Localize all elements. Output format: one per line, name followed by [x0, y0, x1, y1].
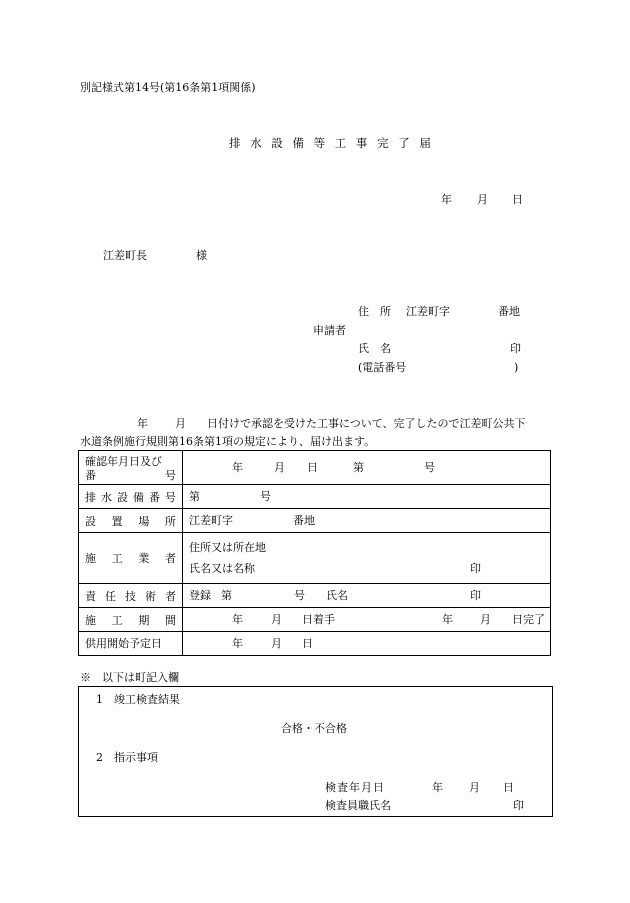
confirm-dai: 第 [353, 461, 364, 474]
date-year: 年 [441, 193, 452, 206]
document-title: 排 水 設 備 等 工 事 完 了 届 [229, 136, 434, 150]
label-char: 施 [85, 613, 96, 627]
label-char: 番 [149, 490, 160, 504]
facility-go: 号 [260, 490, 271, 503]
row-facility-number [79, 485, 551, 509]
label-facility-number [79, 485, 183, 509]
period-start-label: 日着手 [302, 613, 335, 626]
applicant-phone-open: (電話番号 [358, 361, 407, 374]
office-note: ※ 以下は町記入欄 [80, 671, 179, 684]
period-end-year: 年 [442, 613, 453, 626]
row-construction-period [79, 608, 551, 632]
label-char: 業 [138, 552, 150, 565]
applicant-address-label: 住 所 [358, 305, 391, 318]
date-day: 日 [512, 193, 523, 206]
contractor-seal: 印 [470, 562, 481, 575]
engineer-go: 号 [294, 589, 305, 602]
addressee-name: 江差町長 [103, 249, 147, 262]
location-prefix: 江差町字 [189, 514, 233, 527]
applicant-address-value: 江差町字 [406, 305, 450, 318]
body-line2: 水道条例施行規則第16条第1項の規定により、届け出ます。 [80, 435, 376, 448]
label-char: 号 [165, 490, 176, 504]
office-use-box [78, 686, 553, 817]
label-char: 排 [85, 490, 96, 504]
applicant-phone-close: ) [514, 361, 519, 374]
applicant-label: 申請者 [313, 324, 346, 337]
service-year: 年 [232, 637, 243, 650]
label-char: 間 [164, 613, 176, 627]
label-confirmation [79, 451, 183, 485]
label-confirmation-line2b: 号 [165, 469, 176, 482]
value-contractor[interactable] [183, 533, 551, 584]
value-facility-number[interactable] [183, 485, 551, 509]
label-confirmation-line1: 確認年月日及び [85, 455, 162, 468]
period-end-label: 日完了 [512, 613, 545, 626]
label-chief-engineer [79, 584, 183, 608]
row-service-start [79, 632, 551, 656]
label-service-start [79, 632, 183, 656]
label-char: 者 [165, 589, 176, 603]
label-char: 所 [164, 514, 176, 528]
contractor-address: 住所又は所在地 [189, 541, 266, 554]
value-confirmation[interactable] [183, 451, 551, 485]
inspection-day: 日 [503, 781, 514, 794]
service-day: 日 [302, 637, 313, 650]
label-install-location [79, 509, 183, 533]
confirm-go: 号 [424, 461, 435, 474]
completion-table [78, 450, 551, 656]
confirm-year: 年 [232, 461, 243, 474]
label-char: 水 [101, 490, 112, 504]
label-char: 設 [85, 514, 96, 528]
inspector-label: 検査員職氏名 [325, 799, 391, 812]
inspection-result-heading: 1 竣工検査結果 [96, 693, 180, 706]
label-confirmation-line2a: 番 [85, 469, 96, 482]
label-char: 責 [85, 589, 96, 603]
instructions-heading: 2 指示事項 [96, 751, 158, 764]
inspector-seal: 印 [513, 799, 524, 812]
engineer-reg: 登録 [189, 589, 211, 602]
value-construction-period[interactable] [183, 608, 551, 632]
engineer-seal: 印 [470, 589, 481, 602]
facility-dai: 第 [189, 490, 200, 503]
applicant-seal: 印 [510, 342, 521, 355]
label-char: 技 [125, 589, 136, 603]
period-start-month: 月 [271, 613, 282, 626]
row-install-location [79, 509, 551, 533]
form-number: 別記様式第14号(第16条第1項関係) [80, 81, 256, 94]
addressee-honorific: 様 [196, 249, 207, 262]
applicant-name-label: 氏 名 [358, 342, 391, 355]
confirm-day: 日 [307, 461, 318, 474]
row-chief-engineer [79, 584, 551, 608]
contractor-name: 氏名又は名称 [189, 562, 255, 575]
value-chief-engineer[interactable] [183, 584, 551, 608]
period-start-year: 年 [232, 613, 243, 626]
location-banchi: 番地 [293, 514, 315, 527]
label-service-start-text: 供用開始予定日 [85, 637, 162, 650]
date-month: 月 [477, 193, 488, 206]
inspection-date-label: 検査年月日 [325, 781, 385, 794]
label-char: 置 [111, 514, 123, 528]
label-char: 期 [138, 613, 150, 627]
body-month: 月 [175, 417, 186, 430]
label-char: 術 [145, 589, 156, 603]
engineer-dai: 第 [221, 589, 232, 602]
period-end-month: 月 [480, 613, 491, 626]
label-char: 工 [111, 613, 123, 627]
value-service-start[interactable] [183, 632, 551, 656]
label-char: 工 [111, 552, 123, 565]
label-char: 備 [133, 490, 144, 504]
body-line1: 日付けで承認を受けた工事について、完了したので江差町公共下 [207, 417, 526, 430]
value-install-location[interactable] [183, 509, 551, 533]
label-char: 者 [164, 552, 176, 565]
label-contractor [79, 533, 183, 584]
applicant-address-suffix: 番地 [498, 305, 520, 318]
body-year: 年 [137, 417, 148, 430]
inspection-year: 年 [432, 781, 443, 794]
row-confirmation [79, 451, 551, 485]
service-month: 月 [271, 637, 282, 650]
confirm-month: 月 [274, 461, 285, 474]
inspection-month: 月 [469, 781, 480, 794]
inspection-result-value: 合格・不合格 [281, 722, 347, 735]
row-contractor [79, 533, 551, 584]
label-char: 設 [117, 490, 128, 504]
engineer-name-label: 氏名 [326, 589, 348, 602]
label-char: 施 [85, 552, 96, 565]
label-construction-period [79, 608, 183, 632]
label-char: 場 [138, 514, 150, 528]
label-char: 任 [105, 589, 116, 603]
